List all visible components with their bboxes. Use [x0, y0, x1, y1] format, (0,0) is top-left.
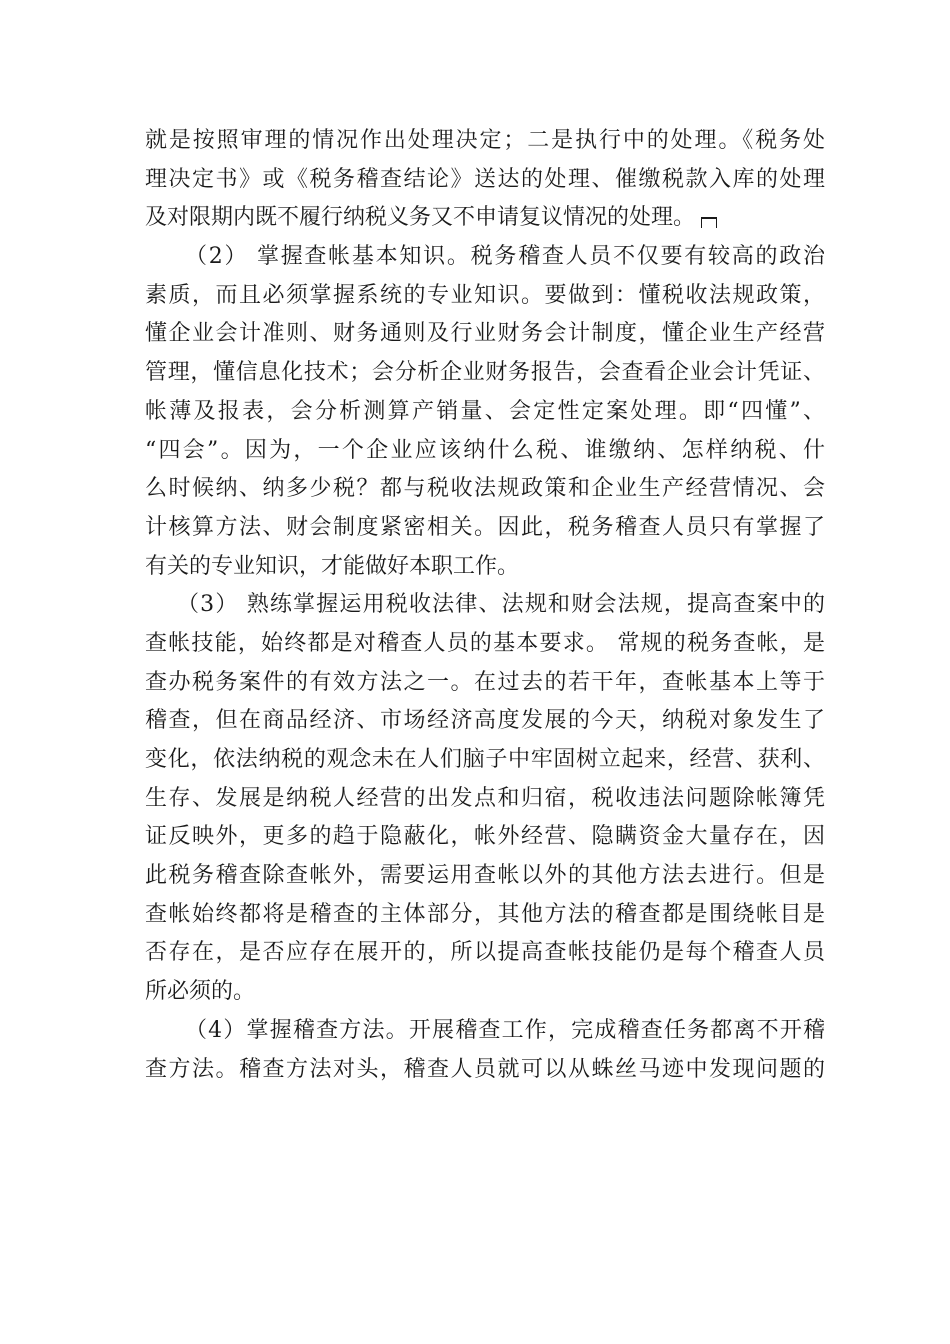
text-line: 此税务稽查除查帐外，需要运用查帐以外的其他方法去进行。但是 — [145, 863, 825, 889]
text-line: 及对限期内既不履行纳税义务又不申请复议情况的处理。 — [145, 199, 825, 238]
text-line: 查办税务案件的有效方法之一。在过去的若干年，查帐基本上等于 — [145, 669, 825, 695]
text-line: 变化，依法纳税的观念未在人们脑子中牢固树立起来，经营、获利、 — [145, 747, 825, 772]
text-line: 懂企业会计准则、财务通则及行业财务会计制度，懂企业生产经营 — [145, 321, 825, 347]
body-text — [145, 122, 825, 1089]
text-line: 查帐技能，始终都是对稽查人员的基本要求。 常规的税务查帐，是 — [145, 630, 825, 656]
text-line: 就是按照审理的情况作出处理决定；二是执行中的处理。《税务处 — [145, 128, 825, 153]
text-line: 否存在，是否应存在展开的，所以提高查帐技能仍是每个稽查人员 — [145, 940, 825, 966]
text-line: 理决定书》或《税务稽查结论》送达的处理、催缴税款入库的处理 — [145, 166, 825, 192]
text-line: 证反映外，更多的趋于隐蔽化，帐外经营、隐瞒资金大量存在，因 — [145, 824, 825, 850]
text-line: （3） 熟练掌握运用税收法律、法规和财会法规，提高查案中的 — [177, 592, 825, 618]
text-line: 计核算方法、财会制度紧密相关。因此，税务稽查人员只有掌握了 — [145, 514, 825, 540]
text-line: 管理，懂信息化技术；会分析企业财务报告，会查看企业会计凭证、 — [145, 360, 825, 386]
text-line: “四会”。因为，一个企业应该纳什么税、谁缴纳、怎样纳税、什 — [145, 437, 825, 463]
text-line: 查帐始终都将是稽查的主体部分，其他方法的稽查都是围绕帐目是 — [145, 901, 825, 927]
text-line: 生存、发展是纳税人经营的出发点和归宿，税收违法问题除帐簿凭 — [145, 785, 825, 811]
text-line: 素质，而且必须掌握系统的专业知识。要做到：懂税收法规政策， — [145, 282, 825, 308]
text-line: 帐薄及报表，会分析测算产销量、会定性定案处理。即“四懂”、 — [145, 398, 825, 424]
text-line: （2） 掌握查帐基本知识。税务稽查人员不仅要有较高的政治 — [185, 244, 825, 270]
text-line: （4）掌握稽查方法。开展稽查工作，完成稽查任务都离不开稽 — [185, 1017, 825, 1043]
text-line: 有关的专业知识，才能做好本职工作。 — [145, 553, 520, 579]
text-line: 么时候纳、纳多少税？都与税收法规政策和企业生产经营情况、会 — [145, 476, 825, 502]
text-line: 所必须的。 — [145, 979, 256, 1005]
edit-mark-icon — [701, 217, 717, 228]
text-line: 查方法。稽查方法对头，稽查人员就可以从蛛丝马迹中发现问题的 — [145, 1056, 825, 1082]
text-line: 稽查，但在商品经济、市场经济高度发展的今天，纳税对象发生了 — [145, 708, 825, 734]
